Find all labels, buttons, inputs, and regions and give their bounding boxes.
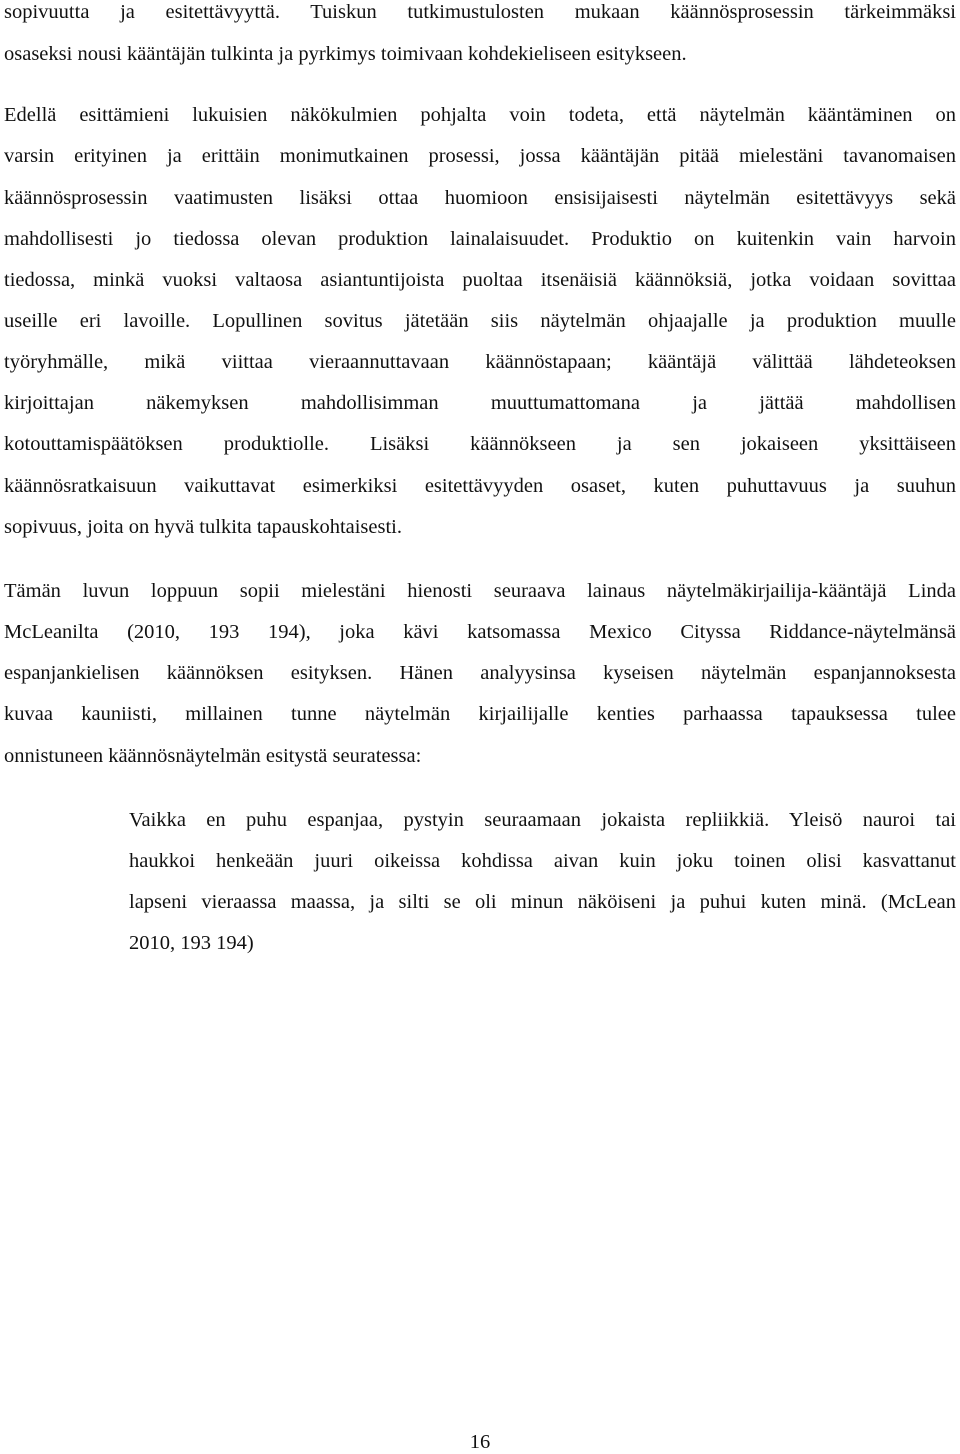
text-line: espanjankielisen käännöksen esityksen. Hänen analyysinsa kyseisen näytelmän espanjannoksesta: [4, 662, 956, 684]
text-line: kotouttamispäätöksen produktiolle. Lisäksi käännökseen ja sen jokaiseen yksittäiseen: [4, 433, 956, 455]
text-line: onnistuneen käännösnäytelmän esitystä seuratessa:: [4, 745, 422, 767]
text-line: sopivuutta ja esitettävyyttä. Tuiskun tutkimustulosten mukaan käännösprosessin tärkeimmäksi: [4, 1, 956, 23]
text-line: osaseksi nousi kääntäjän tulkinta ja pyrkimys toimivaan kohdekieliseen esitykseen.: [4, 43, 687, 65]
text-line: työryhmälle, mikä viittaa vieraannuttavaan käännöstapaan; kääntäjä välittää lähdeteoksen: [4, 351, 956, 373]
quote-line: lapseni vieraassa maassa, ja silti se oli minun näköiseni ja puhui kuten minä. (McLean: [129, 891, 956, 913]
text-line: varsin erityinen ja erittäin monimutkainen prosessi, jossa kääntäjän pitää mielestäni tavanomaisen: [4, 145, 956, 167]
text-line: tiedossa, minkä vuoksi valtaosa asiantuntijoista puoltaa itsenäisiä käännöksiä, jotka voidaan sovittaa: [4, 269, 956, 291]
text-line: kuvaa kauniisti, millainen tunne näytelmän kirjailijalle kenties parhaassa tapauksessa tulee: [4, 703, 956, 725]
page-number: 16: [469, 1431, 491, 1453]
text-line: useille eri lavoille. Lopullinen sovitus jätetään siis näytelmän ohjaajalle ja produktion muulle: [4, 310, 956, 332]
text-line: Edellä esittämieni lukuisien näkökulmien pohjalta voin todeta, että näytelmän kääntäminen on: [4, 104, 956, 126]
quote-line: haukkoi henkeään juuri oikeissa kohdissa aivan kuin joku toinen olisi kasvattanut: [129, 850, 956, 872]
quote-line: 2010, 193 194): [129, 932, 254, 954]
text-line: sopivuus, joita on hyvä tulkita tapauskohtaisesti.: [4, 516, 402, 538]
text-line: Tämän luvun loppuun sopii mielestäni hienosti seuraava lainaus näytelmäkirjailija-kääntäjä Linda: [4, 580, 956, 602]
text-line: mahdollisesti jo tiedossa olevan produktion lainalaisuudet. Produktio on kuitenkin vain harvoin: [4, 228, 956, 250]
text-line: käännösratkaisuun vaikuttavat esimerkiksi esitettävyyden osaset, kuten puhuttavuus ja suuhun: [4, 475, 956, 497]
text-line: McLeanilta (2010, 193 194), joka kävi katsomassa Mexico Cityssa Riddance-näytelmänsä: [4, 621, 956, 643]
quote-line: Vaikka en puhu espanjaa, pystyin seuraamaan jokaista repliikkiä. Yleisö nauroi tai: [129, 809, 956, 831]
text-line: kirjoittajan näkemyksen mahdollisimman muuttumattomana ja jättää mahdollisen: [4, 392, 956, 414]
text-line: käännösprosessin vaatimusten lisäksi ottaa huomioon ensisijaisesti näytelmän esitettävyys sekä: [4, 187, 956, 209]
